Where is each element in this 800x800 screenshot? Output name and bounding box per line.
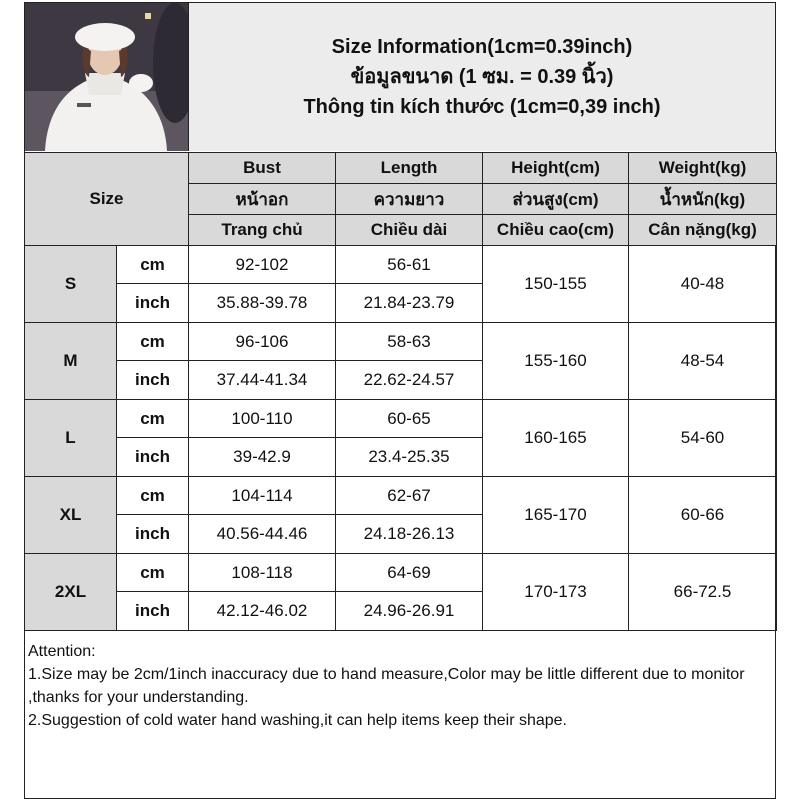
- weight-header-en: Weight(kg): [629, 153, 777, 184]
- unit-cm: cm: [117, 323, 189, 361]
- table-row: [25, 323, 777, 361]
- size-label: M: [25, 323, 117, 400]
- bust-cm: 108-118: [189, 554, 336, 592]
- length-inch: 24.96-26.91: [336, 592, 483, 631]
- length-cm: 62-67: [336, 477, 483, 515]
- weight-header-vi: Cân nặng(kg): [629, 215, 777, 246]
- attention-note-1: 1.Size may be 2cm/1inch inaccuracy due to hand measure,Color may be little different due to monitor ,thanks for your understanding.: [28, 666, 745, 706]
- table-row: [25, 246, 777, 284]
- table-row: [25, 400, 777, 438]
- length-cm: 56-61: [336, 246, 483, 284]
- size-column-header: Size: [25, 153, 189, 246]
- height-value: 160-165: [483, 400, 629, 477]
- unit-inch: inch: [117, 284, 189, 323]
- unit-inch: inch: [117, 438, 189, 477]
- table-row: [25, 477, 777, 515]
- weight-header-th: น้ำหนัก(kg): [629, 184, 777, 215]
- length-inch: 21.84-23.79: [336, 284, 483, 323]
- attention-note-2: 2.Suggestion of cold water hand washing,it can help items keep their shape.: [28, 712, 567, 729]
- height-header-th: ส่วนสูง(cm): [483, 184, 629, 215]
- unit-cm: cm: [117, 246, 189, 284]
- bust-inch: 39-42.9: [189, 438, 336, 477]
- unit-inch: inch: [117, 592, 189, 631]
- size-label: 2XL: [25, 554, 117, 631]
- size-information-header: [188, 3, 775, 151]
- length-header-vi: Chiều dài: [336, 215, 483, 246]
- unit-cm: cm: [117, 554, 189, 592]
- header-title-english: Size Information(1cm=0.39inch): [331, 36, 633, 58]
- product-photo: [25, 3, 188, 151]
- header-title-vietnamese: Thông tin kích thước (1cm=0,39 inch): [303, 96, 661, 118]
- unit-inch: inch: [117, 515, 189, 554]
- size-label: L: [25, 400, 117, 477]
- unit-inch: inch: [117, 361, 189, 400]
- height-value: 170-173: [483, 554, 629, 631]
- weight-value: 48-54: [629, 323, 777, 400]
- table-header-row: [25, 153, 777, 184]
- bust-header-vi: Trang chủ: [189, 215, 336, 246]
- size-label: S: [25, 246, 117, 323]
- length-inch: 22.62-24.57: [336, 361, 483, 400]
- size-label: XL: [25, 477, 117, 554]
- length-inch: 23.4-25.35: [336, 438, 483, 477]
- attention-notes: [28, 640, 772, 732]
- height-value: 165-170: [483, 477, 629, 554]
- unit-cm: cm: [117, 477, 189, 515]
- height-value: 150-155: [483, 246, 629, 323]
- table-row: [25, 554, 777, 592]
- length-cm: 58-63: [336, 323, 483, 361]
- attention-title: Attention:: [28, 643, 96, 660]
- height-header-en: Height(cm): [483, 153, 629, 184]
- header-title-thai: ข้อมูลขนาด (1 ซม. = 0.39 นิ้ว): [350, 66, 614, 88]
- weight-value: 66-72.5: [629, 554, 777, 631]
- bust-inch: 35.88-39.78: [189, 284, 336, 323]
- weight-value: 60-66: [629, 477, 777, 554]
- weight-value: 40-48: [629, 246, 777, 323]
- size-table: [24, 152, 777, 631]
- bust-inch: 37.44-41.34: [189, 361, 336, 400]
- bust-cm: 96-106: [189, 323, 336, 361]
- unit-cm: cm: [117, 400, 189, 438]
- bust-header-en: Bust: [189, 153, 336, 184]
- height-value: 155-160: [483, 323, 629, 400]
- length-header-en: Length: [336, 153, 483, 184]
- bust-cm: 100-110: [189, 400, 336, 438]
- length-cm: 60-65: [336, 400, 483, 438]
- model-in-white-fleece-photo: [25, 3, 188, 151]
- weight-value: 54-60: [629, 400, 777, 477]
- height-header-vi: Chiều cao(cm): [483, 215, 629, 246]
- bust-inch: 42.12-46.02: [189, 592, 336, 631]
- length-inch: 24.18-26.13: [336, 515, 483, 554]
- length-header-th: ความยาว: [336, 184, 483, 215]
- bust-cm: 104-114: [189, 477, 336, 515]
- bust-header-th: หน้าอก: [189, 184, 336, 215]
- bust-inch: 40.56-44.46: [189, 515, 336, 554]
- bust-cm: 92-102: [189, 246, 336, 284]
- length-cm: 64-69: [336, 554, 483, 592]
